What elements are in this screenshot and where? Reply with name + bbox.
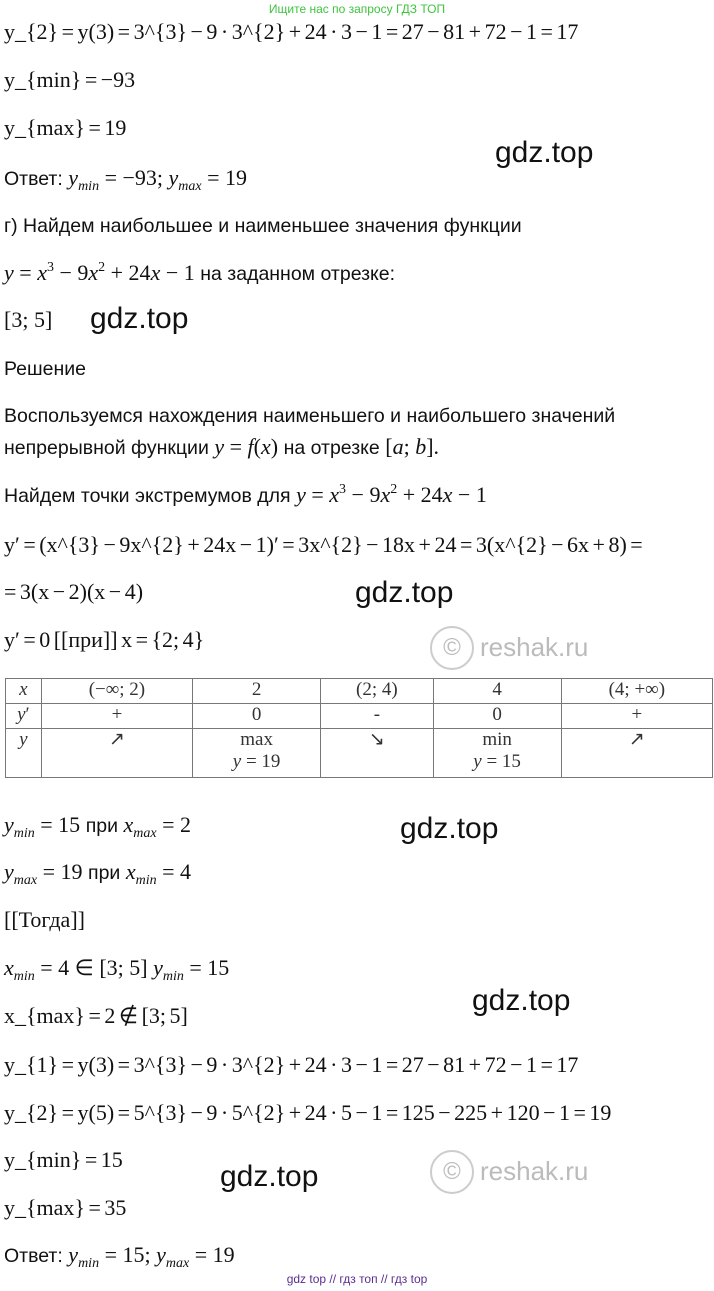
- table-cell: ↗: [561, 729, 712, 778]
- solution-line: y_{2} = y(5) = 5^{3} − 9 · 5^{2} + 24 · 5 − 1 = 125 − 225 + 120 − 1 = 19: [4, 1100, 612, 1125]
- solution-line: y′ = (x^{3} − 9x^{2} + 24x − 1)′ = 3x^{2} − 18x + 24 = 3(x^{2} − 6x + 8) =: [4, 532, 643, 557]
- solution-line: $x_{min} = 4$ ∈ [3; 5] $y_{min} = 15$: [4, 955, 230, 984]
- table-cell: -: [321, 704, 433, 729]
- watermark: gdz.top: [472, 984, 571, 1017]
- solution-line: г) Найдем наибольшее и наименьшее значения функции: [4, 215, 522, 237]
- table-row: [6, 704, 713, 729]
- table-cell: 0: [433, 704, 561, 729]
- table-cell: (4; +∞): [561, 679, 712, 704]
- reshak-watermark: reshak.ru: [480, 632, 589, 662]
- table-cell: (−∞; 2): [41, 679, 192, 704]
- solution-line: Ответ: $y_{min} = -93$; $y_{max} = 19$: [4, 165, 248, 194]
- table-row: [6, 679, 713, 704]
- table-cell: y: [6, 729, 42, 778]
- watermark: gdz.top: [400, 812, 499, 845]
- header-banner[interactable]: Ищите нас по запросу ГДЗ ТОП: [268, 2, 446, 16]
- solution-line: непрерывной функции y = f(x) на отрезке [a; b].: [4, 434, 440, 459]
- reshak-stamp-icon: ©: [430, 626, 474, 670]
- table-cell: +: [41, 704, 192, 729]
- table-cell: 0: [193, 704, 321, 729]
- solution-line: Воспользуемся нахождения наименьшего и наибольшего значений: [4, 405, 616, 427]
- solution-line: = 3(x − 2)(x − 4): [4, 579, 144, 604]
- solution-line: $y_{max} = 19$ при $x_{min} = 4$: [4, 859, 191, 888]
- reshak-stamp-icon: ©: [430, 1150, 474, 1194]
- solution-line: y_{max} = 35: [4, 1195, 127, 1220]
- watermark: gdz.top: [355, 576, 454, 609]
- solution-line: $y_{min} = 15$ при $x_{max} = 2$: [4, 812, 191, 841]
- solution-line: y_{min} = 15: [4, 1147, 123, 1172]
- table-cell: y′: [6, 704, 42, 729]
- watermark: gdz.top: [495, 136, 594, 169]
- solution-line: y_{1} = y(3) = 3^{3} − 9 · 3^{2} + 24 · 3 − 1 = 27 − 81 + 72 − 1 = 17: [4, 1052, 579, 1077]
- solution-line: $y = x^3 - 9x^2 + 24x - 1$ на заданном отрезке:: [4, 260, 396, 285]
- table-cell: 4: [433, 679, 561, 704]
- table-cell: (2; 4): [321, 679, 433, 704]
- solution-line: [[Тогда]]: [4, 907, 85, 932]
- table-cell: 2: [193, 679, 321, 704]
- extremum-table: [5, 678, 713, 778]
- table-cell: max y = 19: [193, 729, 321, 778]
- footer-links[interactable]: gdz top // гдз топ // гдз top: [286, 1272, 428, 1286]
- solution-line: Найдем точки экстремумов для $y = x^3 - 9x^2 + 24x - 1$: [4, 482, 487, 507]
- table-cell: ↗: [41, 729, 192, 778]
- table-cell: ↘: [321, 729, 433, 778]
- watermark: gdz.top: [220, 1160, 319, 1193]
- table-row: [6, 729, 713, 778]
- solution-line: y′ = 0 [[при]] x = {2; 4}: [4, 627, 205, 652]
- reshak-watermark: reshak.ru: [480, 1156, 589, 1186]
- table-cell: +: [561, 704, 712, 729]
- solution-line: y_{2} = y(3) = 3^{3} − 9 · 3^{2} + 24 · 3 − 1 = 27 − 81 + 72 − 1 = 17: [4, 19, 579, 44]
- table-cell: min y = 15: [433, 729, 561, 778]
- solution-line: y_{max} = 19: [4, 115, 127, 140]
- solution-line: [3; 5]: [4, 307, 53, 332]
- table-cell: x: [6, 679, 42, 704]
- solution-line: Решение: [4, 358, 86, 380]
- watermark: gdz.top: [90, 302, 189, 335]
- solution-line: y_{min} = −93: [4, 67, 136, 92]
- solution-line: Ответ: $y_{min} = 15$; $y_{max} = 19$: [4, 1242, 235, 1271]
- solution-line: x_{max} = 2 ∉ [3; 5]: [4, 1003, 188, 1028]
